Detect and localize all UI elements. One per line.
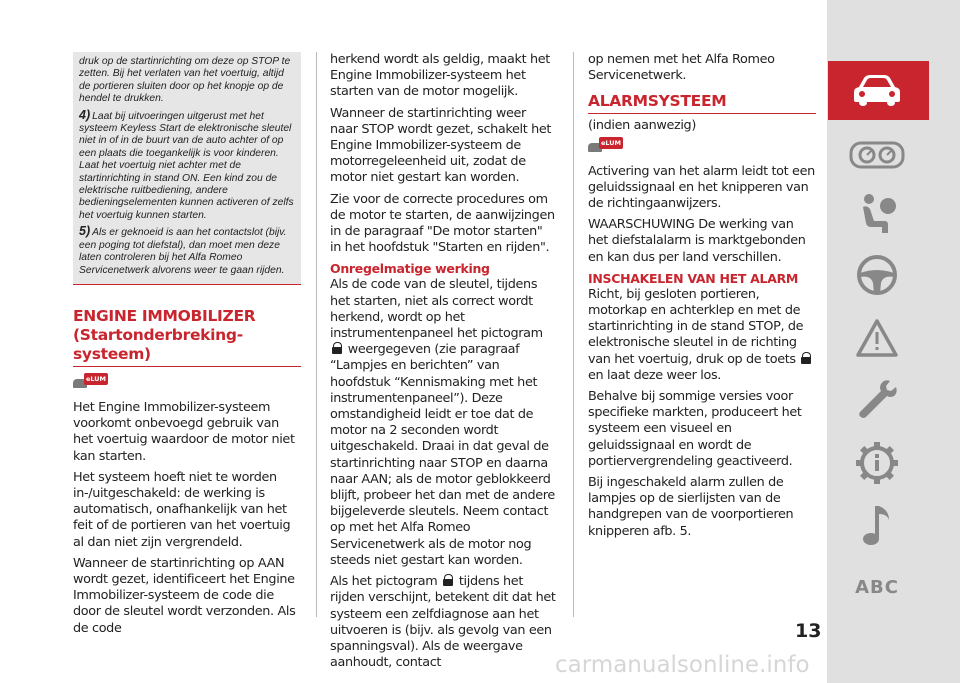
subheading: INSCHAKELEN VAN HET ALARM: [588, 270, 799, 286]
paragraph: herkend wordt als geldig, maakt het Engine Immobilizer-systeem het starten van de motor mogelijk.: [330, 52, 550, 100]
text: Als het pictogram: [330, 574, 438, 590]
watermark: carmanualsonline.info: [555, 652, 810, 678]
note-text: Als er geknoeid is aan het contactslot (bijv. een poging tot diefstal), dan moet men deze laten controleren bij het Alfa Romeo Servicenetwerk alvorens weer te gaan rijden.: [79, 227, 287, 276]
seat-airbag-icon[interactable]: [847, 188, 907, 238]
alum-version-icon: [588, 137, 624, 155]
note-number: 5): [79, 224, 91, 239]
note-box: [73, 52, 301, 285]
heading-line-1: ENGINE IMMOBILIZER: [73, 306, 256, 325]
paragraph: Wanneer de startinrichting weer naar STOP wordt gezet, schakelt het Engine Immobilizer-systeem de motorregeleenheid uit, zodat de motor niet gestart kan worden.: [330, 105, 552, 186]
paragraph: [330, 277, 556, 569]
car-icon[interactable]: [847, 65, 907, 115]
text: en laat deze weer los.: [588, 367, 721, 383]
abc-index-icon[interactable]: [847, 562, 907, 612]
dashboard-icon[interactable]: [847, 130, 907, 180]
paragraph: Activering van het alarm leidt tot een geluidssignaal en het knipperen van de richtingaanwijzers.: [588, 163, 815, 212]
text: Als de code van de sleutel, tijdens het starten, niet als correct wordt herkend, wordt op het instrumentenpaneel het pictogram: [330, 277, 543, 342]
column-divider-2: [573, 52, 574, 617]
note-item-5: [79, 225, 295, 277]
gear-info-icon[interactable]: [847, 438, 907, 488]
lock-icon: [799, 352, 813, 364]
paragraph: [330, 574, 556, 671]
immobilizer-key-icon: [330, 342, 344, 354]
immobilizer-key-icon: [441, 574, 455, 586]
steering-wheel-icon[interactable]: [847, 250, 907, 300]
paragraph: Bij ingeschakeld alarm zullen de lampjes op de sierlijsten van de handgrepen van de voorportieren knipperen afb. 5.: [588, 475, 794, 539]
paragraph: Het systeem hoeft niet te worden in-/uitgeschakeld: de werking is automatisch, onafhankelijk van het feit of de portieren van het voertuig al dan niet zijn vergrendeld.: [73, 469, 291, 550]
note-text: Laat bij uitvoeringen uitgerust met het systeem Keyless Start de elektronische sleutel niet in of in de buurt van de auto achter of op een plaats die toegankelijk is voor kinderen. Laat het voertuig niet achter met de startinrichting in stand ON. Een kind zou de elektrische ruitbediening, andere bedieningselementen kunnen activeren of zelfs het voertuig kunnen starten.: [79, 110, 294, 221]
note-number: 4): [79, 107, 91, 122]
page-number: 13: [795, 620, 822, 642]
heading-line-2: (Startonderbreking-systeem): [73, 325, 243, 363]
alum-badge: eLUM: [85, 374, 107, 383]
column-middle: [330, 52, 556, 676]
text: weergegeven (zie paragraaf “Lampjes en berichten” van hoofdstuk “Kennismaking met het instrumentenpaneel”). Deze omstandigheid leidt er toe dat de motor na 2 seconden wordt uitgeschakeld. Draai in dat geval de startinrichting naar STOP en daarna naar AAN; als de motor geblokkeerd blijft, probeer het dan met de andere bijgeleverde sleutels. Neem contact op met het Alfa Romeo Servicenetwerk als de motor nog steeds niet gestart kan worden.: [330, 342, 555, 568]
paragraph: Zie voor de correcte procedures om de motor te starten, de aanwijzingen in de paragraaf "De motor starten" in het hoofdstuk "Starten en rijden".: [330, 191, 555, 256]
warning-triangle-icon[interactable]: [847, 313, 907, 363]
alum-version-icon: [73, 373, 109, 391]
paragraph: [588, 287, 816, 384]
section-heading: [588, 92, 816, 114]
section-heading: [73, 307, 301, 367]
column-left: [73, 52, 301, 642]
column-divider-1: [316, 52, 317, 617]
paragraph: op nemen met het Alfa Romeo Servicenetwerk.: [588, 52, 775, 84]
text: Richt, bij gesloten portieren, motorkap en achterklep en met de startinrichting in de stand STOP, de elektronische sleutel in de richting van het voertuig, druk op de toets: [588, 286, 804, 367]
note-item-4: [79, 109, 295, 223]
music-note-icon[interactable]: [847, 500, 907, 550]
heading: ALARMSYSTEEM: [588, 92, 727, 111]
abc-label: ABC: [855, 576, 899, 598]
paragraph: Behalve bij sommige versies voor specifieke markten, produceert het systeem een visueel en geluidssignaal en wordt de portiervergrendeling geactiveerd.: [588, 389, 802, 469]
alum-badge: eLUM: [600, 138, 622, 147]
paragraph: WAARSCHUWING De werking van het diefstalalarm is marktgebonden en kan dus per land verschillen.: [588, 217, 806, 265]
paragraph: Het Engine Immobilizer-systeem voorkomt onbevoegd gebruik van het voertuig waardoor de motor niet kan starten.: [73, 399, 295, 464]
wrench-icon[interactable]: [847, 375, 907, 425]
note-paragraph: druk op de startinrichting om deze op STOP te zetten. Bij het verlaten van het voertuig, altijd de portieren sluiten door op het knopje op de hendel te drukken.: [79, 56, 291, 105]
subheading: Onregelmatige werking: [330, 261, 490, 277]
text: tijdens het rijden verschijnt, betekent dit dat het systeem een zelfdiagnose aan het uitvoeren is (bijv. als gevolg van een spanningsval). Als de weergave aanhoudt, contact: [330, 574, 556, 671]
column-right: [588, 52, 816, 545]
paragraph: (indien aanwezig): [588, 118, 696, 134]
paragraph: Wanneer de startinrichting op AAN wordt gezet, identificeert het Engine Immobilizer-systeem de code die door de sleutel wordt verzonden. Als de code: [73, 555, 296, 636]
